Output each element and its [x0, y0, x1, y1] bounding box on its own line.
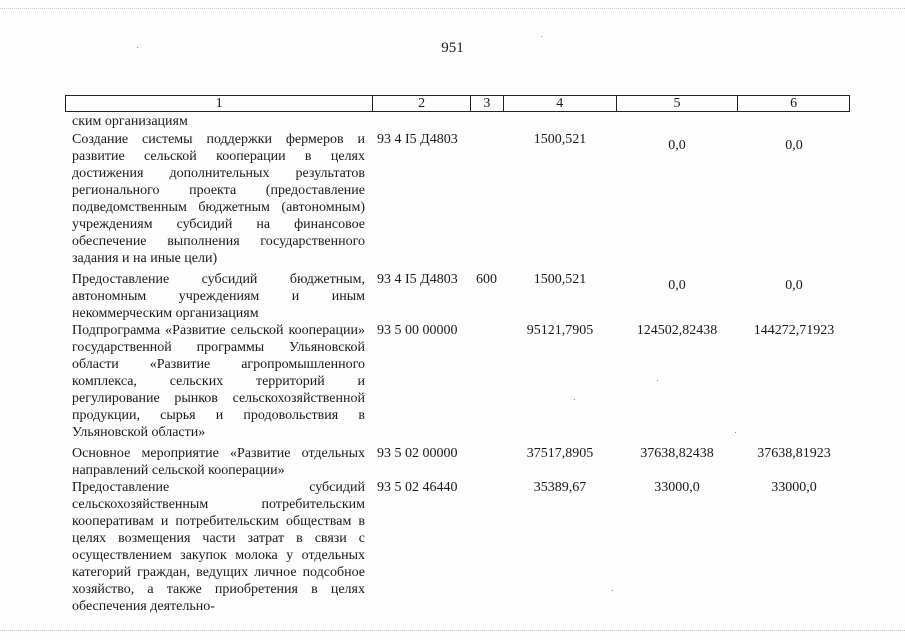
row-value-col6: 37638,81923	[757, 446, 831, 461]
row-description: Предоставление субсидий бюджетным, автономным учреждениям и иным некоммерческим организациям	[72, 272, 365, 321]
row-value-col4: 1500,521	[533, 272, 587, 287]
row-code: 93 4 I5 Д4803	[377, 132, 458, 147]
scan-speck	[612, 590, 613, 591]
scan-edge-bottom	[0, 630, 905, 632]
row-value-col4: 95121,7905	[526, 323, 594, 338]
continuation-text: ским организациям	[72, 114, 188, 129]
row-description: Подпрограмма «Развитие сельской кооперации» государственной программы Ульяновской области «Развитие агропромышленного комплекса, сельских территорий и регулирование рынков сельскохозяйственной продукции, сырья и продовольствия в Ульяновской области»	[72, 323, 365, 440]
row-value-col4: 1500,521	[533, 132, 587, 147]
column-header-1: 1	[66, 96, 373, 111]
column-header-4: 4	[504, 96, 617, 111]
row-description: Основное мероприятие «Развитие отдельных направлений сельской кооперации»	[72, 446, 365, 478]
row-code: 93 5 00 00000	[377, 323, 458, 338]
row-expense-type: 600	[476, 272, 497, 287]
row-description: Создание системы поддержки фермеров и развитие сельской кооперации в целях достижения дополнительных результатов регионального проекта (предоставление подведомственным бюджетным (автономным) учреждениям субсидий на финансовое обеспечение выполнения государственного задания и на иные цели)	[72, 132, 365, 266]
scan-speck	[137, 47, 138, 48]
page-number: 951	[441, 40, 464, 56]
scan-speck	[657, 380, 658, 381]
column-header-2: 2	[373, 96, 471, 111]
scan-speck	[574, 399, 575, 400]
row-code: 93 5 02 46440	[377, 480, 458, 495]
row-value-col5: 124502,82438	[636, 323, 718, 338]
row-value-col6: 0,0	[785, 138, 803, 153]
row-code: 93 4 I5 Д4803	[377, 272, 458, 287]
row-value-col5: 0,0	[668, 278, 686, 293]
table-header-row	[65, 95, 850, 112]
scan-speck	[735, 432, 736, 433]
scan-speck	[541, 36, 542, 37]
column-header-6: 6	[790, 96, 798, 111]
row-value-col5: 0,0	[668, 138, 686, 153]
scan-edge-top	[0, 8, 905, 10]
row-description: Предоставление субсидий сельскохозяйственным потребительским кооперативам и потребительским обществам в целях возмещения части затрат в связи с осуществлением закупок молока у отдельных категорий граждан, ведущих личное подсобное хозяйство, а также приобретения в целях обеспечения деятельно-	[72, 480, 365, 614]
row-value-col5: 37638,82438	[640, 446, 714, 461]
row-value-col5: 33000,0	[654, 480, 700, 495]
row-code: 93 5 02 00000	[377, 446, 458, 461]
row-value-col4: 35389,67	[533, 480, 587, 495]
column-header-5: 5	[617, 96, 739, 111]
row-value-col6: 0,0	[785, 278, 803, 293]
column-header-3: 3	[471, 96, 504, 111]
row-value-col6: 33000,0	[771, 480, 817, 495]
row-value-col6: 144272,71923	[753, 323, 835, 338]
row-value-col4: 37517,8905	[526, 446, 594, 461]
